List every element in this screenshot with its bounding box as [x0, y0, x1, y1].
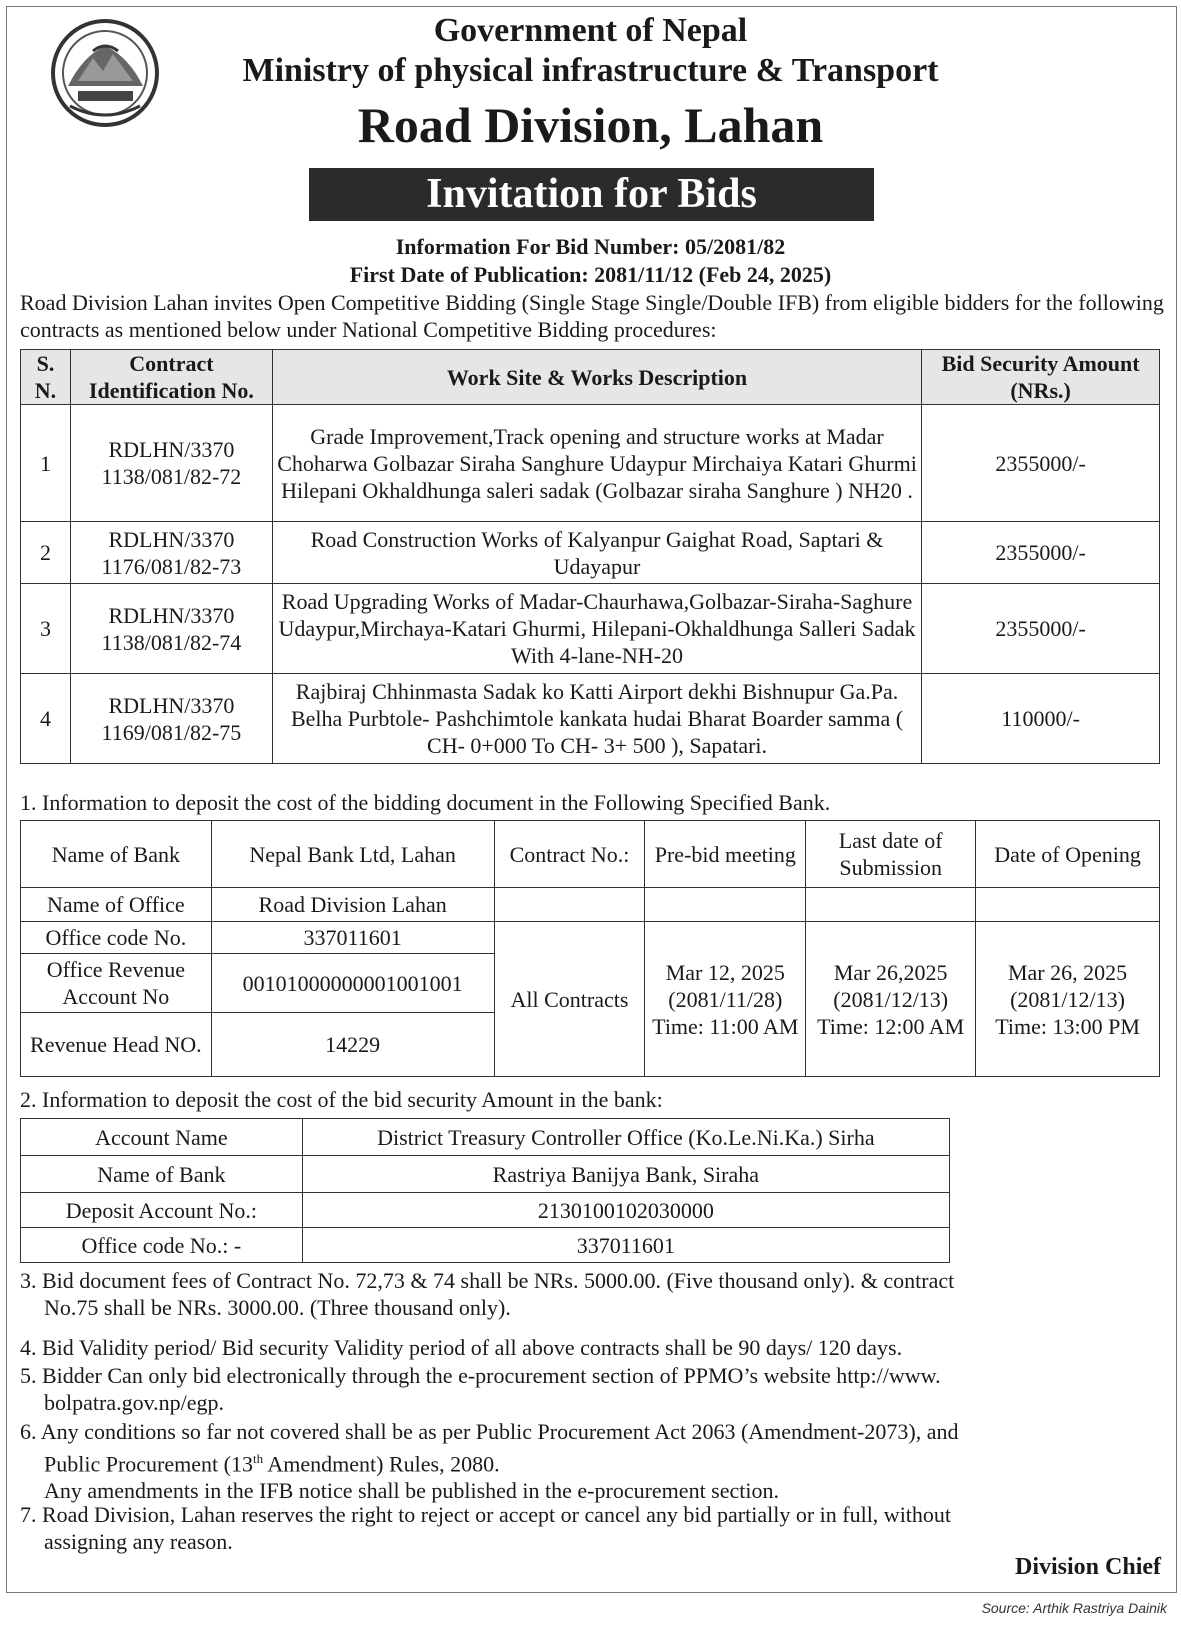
description-cell: Grade Improvement,Track opening and structure works at Madar Choharwa Golbazar Siraha Sanghure Udaypur Mirchaiya Katari Ghurmi Hilepani Okhaldhunga saleri sadak (Golbazar siraha Sanghure ) NH20 .: [272, 405, 921, 522]
sn-cell: 3: [21, 584, 71, 674]
table-row: [21, 674, 1160, 764]
note-6: 6. Any conditions so far not covered shall be as per Public Procurement Act 2063 (Amendment-2073), and Public Procurement (13th Amendment) Rules, 2080. Any amendments in the IFB notice shall be published in the e-procurement section.: [20, 1419, 959, 1504]
work-description-header: Work Site & Works Description: [272, 350, 921, 405]
office-code-value: 337011601: [302, 1228, 949, 1263]
contract-id-cell: RDLHN/3370 1176/081/82-73: [70, 522, 272, 584]
government-title: Government of Nepal: [433, 12, 748, 49]
amount-cell: 2355000/-: [922, 522, 1160, 584]
office-label: Name of Office: [21, 888, 212, 922]
note-5: 5. Bidder Can only bid electronically through the e-procurement section of PPMO’s website http://www. bolpatra.gov.np/egp.: [20, 1363, 941, 1415]
invitation-banner: Invitation for Bids: [309, 168, 874, 221]
bid-number: Information For Bid Number: 05/2081/82: [395, 234, 786, 259]
revenue-account-value: 00101000000001001001: [211, 954, 494, 1013]
opening-date-label: Date of Opening: [976, 821, 1160, 888]
contract-id-header: Contract Identification No.: [70, 350, 272, 405]
account-name-value: District Treasury Controller Office (Ko.Le.Ni.Ka.) Sirha: [302, 1119, 949, 1156]
ministry-title: Ministry of physical infrastructure & Transport: [242, 52, 939, 89]
bank-name-value: Nepal Bank Ltd, Lahan: [211, 821, 494, 888]
sn-cell: 1: [21, 405, 71, 522]
table-row: [21, 1119, 950, 1156]
bid-security-header: Bid Security Amount (NRs.): [922, 350, 1160, 405]
table-row: [21, 584, 1160, 674]
revenue-head-label: Revenue Head NO.: [21, 1013, 212, 1077]
deposit-account-label: Deposit Account No.:: [21, 1193, 303, 1228]
description-cell: Rajbiraj Chhinmasta Sadak ko Katti Airport dekhi Bishnupur Ga.Pa. Belha Purbtole- Pashchimtole kankata hudai Bharat Boarder samma ( CH- 0+000 To CH- 3+ 500 ), Sapatari.: [272, 674, 921, 764]
contract-id-cell: RDLHN/3370 1138/081/82-72: [70, 405, 272, 522]
table-row: [21, 1156, 950, 1193]
account-name-label: Account Name: [21, 1119, 303, 1156]
prebid-value: Mar 12, 2025 (2081/11/28) Time: 11:00 AM: [645, 922, 806, 1077]
table-row: [21, 522, 1160, 584]
note-7: 7. Road Division, Lahan reserves the right to reject or accept or cancel any bid partially or in full, without assigning any reason.: [20, 1502, 952, 1554]
sn-cell: 2: [21, 522, 71, 584]
last-date-label: Last date of Submission: [806, 821, 976, 888]
bank-name-value: Rastriya Banijya Bank, Siraha: [302, 1156, 949, 1193]
note-2: 2. Information to deposit the cost of the bid security Amount in the bank:: [20, 1087, 663, 1112]
office-code-value: 337011601: [211, 922, 494, 954]
bank-header-row: [21, 821, 1160, 888]
contracts-header-row: [21, 350, 1160, 405]
contract-no-value: All Contracts: [494, 922, 645, 1077]
opening-date-value: Mar 26, 2025 (2081/12/13) Time: 13:00 PM: [976, 922, 1160, 1077]
bank-table: [20, 820, 1160, 1077]
sn-cell: 4: [21, 674, 71, 764]
sn-header: S. N.: [21, 350, 71, 405]
prebid-label: Pre-bid meeting: [645, 821, 806, 888]
table-row: [21, 922, 1160, 954]
amount-cell: 2355000/-: [922, 405, 1160, 522]
revenue-head-value: 14229: [211, 1013, 494, 1077]
table-row: [21, 1193, 950, 1228]
amount-cell: 2355000/-: [922, 584, 1160, 674]
publication-date: First Date of Publication: 2081/11/12 (Feb 24, 2025): [349, 262, 832, 287]
security-table: [20, 1118, 950, 1263]
amount-cell: 110000/-: [922, 674, 1160, 764]
source-credit: Source: Arthik Rastriya Dainik: [981, 1600, 1167, 1616]
office-code-label: Office code No.: -: [21, 1228, 303, 1263]
table-row: [21, 1228, 950, 1263]
description-cell: Road Construction Works of Kalyanpur Gaighat Road, Saptari & Udayapur: [272, 522, 921, 584]
contract-id-cell: RDLHN/3370 1169/081/82-75: [70, 674, 272, 764]
description-cell: Road Upgrading Works of Madar-Chaurhawa,Golbazar-Siraha-Saghure Udaypur,Mirchaya-Katari Ghurmi, Hilepani-Okhaldhunga Salleri Sadak With 4-lane-NH-20: [272, 584, 921, 674]
bank-name-label: Name of Bank: [21, 821, 212, 888]
note-4: 4. Bid Validity period/ Bid security Validity period of all above contracts shall be 90 days/ 120 days.: [20, 1335, 903, 1360]
note-3: 3. Bid document fees of Contract No. 72,73 & 74 shall be NRs. 5000.00. (Five thousand only). & contract No.75 shall be NRs. 3000.00. (Three thousand only).: [20, 1268, 955, 1320]
contract-no-label: Contract No.:: [494, 821, 645, 888]
contracts-table: [20, 349, 1160, 764]
office-title: Road Division, Lahan: [357, 97, 824, 153]
last-date-value: Mar 26,2025 (2081/12/13) Time: 12:00 AM: [806, 922, 976, 1077]
contract-id-cell: RDLHN/3370 1138/081/82-74: [70, 584, 272, 674]
intro-paragraph: Road Division Lahan invites Open Competitive Bidding (Single Stage Single/Double IFB) from eligible bidders for the following contracts as mentioned below under National Competitive Bidding procedures:: [20, 290, 1164, 342]
note-1: 1. Information to deposit the cost of the bidding document in the Following Specified Bank.: [20, 790, 831, 815]
office-value: Road Division Lahan: [211, 888, 494, 922]
deposit-account-value: 2130100102030000: [302, 1193, 949, 1228]
office-code-label: Office code No.: [21, 922, 212, 954]
signature: Division Chief: [1014, 1554, 1161, 1580]
revenue-account-label: Office Revenue Account No: [21, 954, 212, 1013]
bank-name-label: Name of Bank: [21, 1156, 303, 1193]
table-row: [21, 888, 1160, 922]
table-row: [21, 405, 1160, 522]
